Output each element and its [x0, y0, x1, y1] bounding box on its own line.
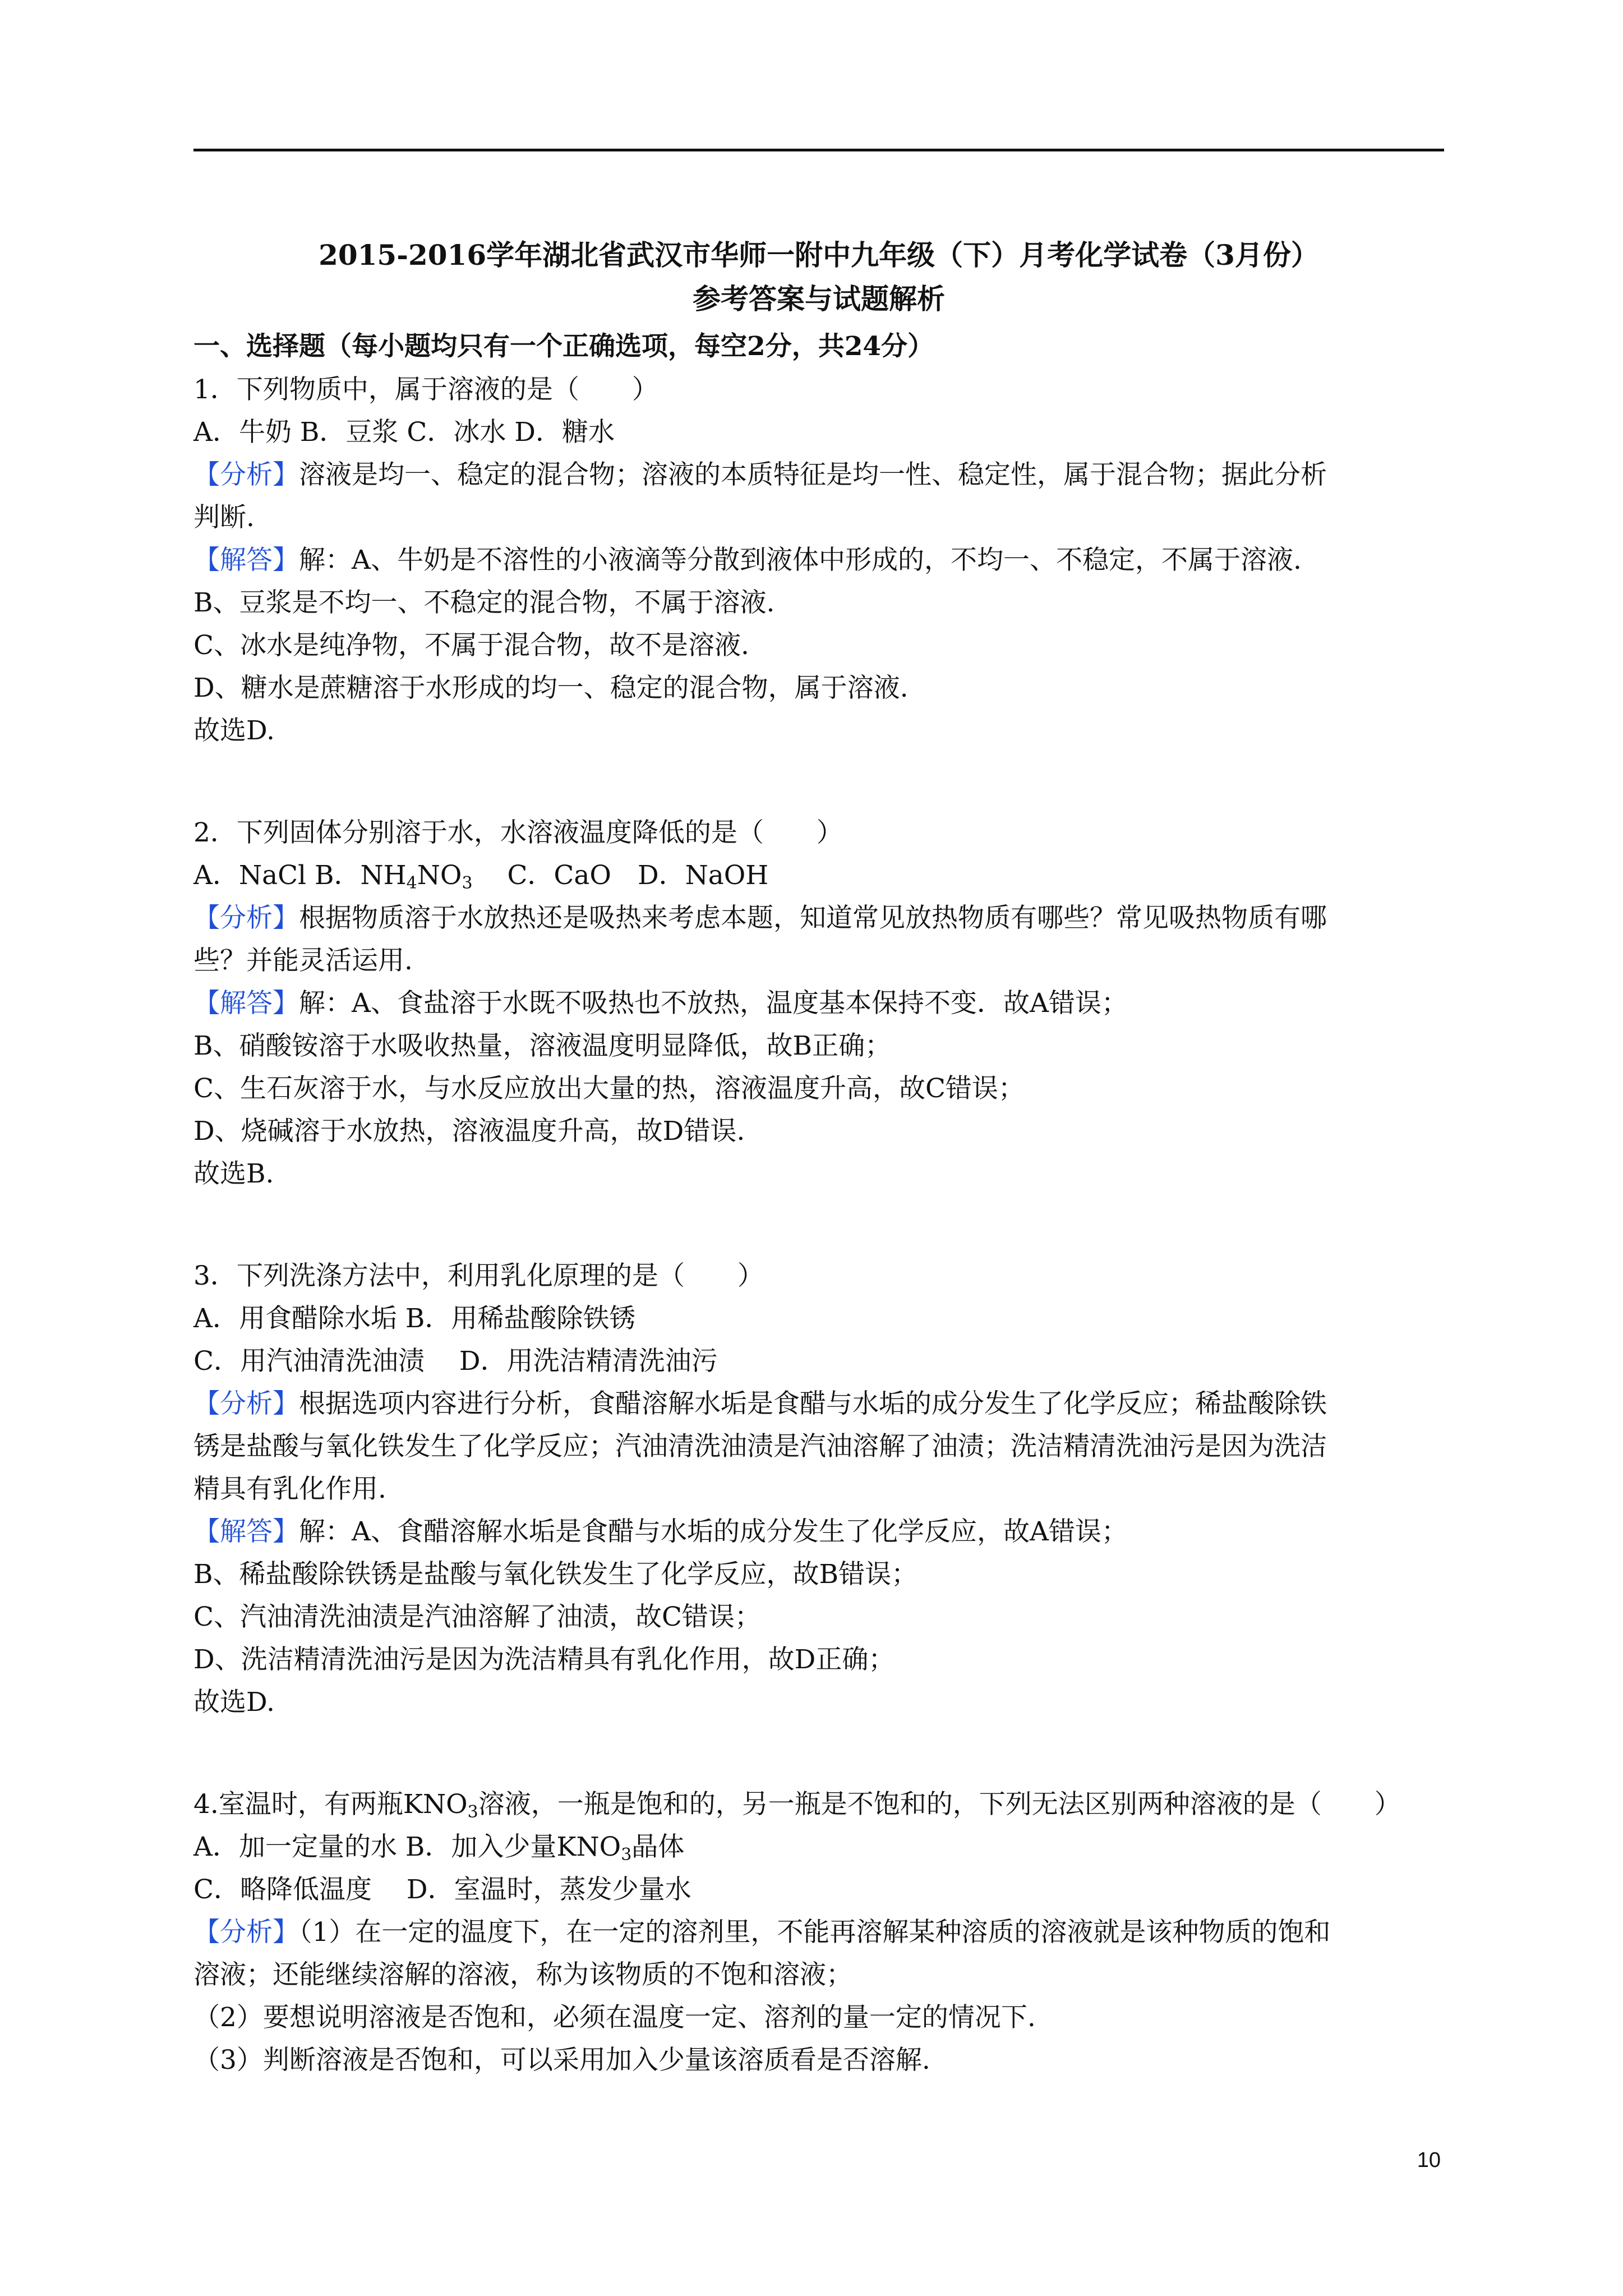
q4-options-2: C．略降低温度 D．室温时，蒸发少量水 [193, 1874, 691, 1905]
header-rule [193, 149, 1444, 151]
q1-options: A．牛奶 B．豆浆 C．冰水 D．糖水 [193, 417, 615, 448]
q1-answer [193, 542, 1302, 579]
q2-analysis [193, 900, 1327, 937]
page-subtitle: 参考答案与试题解析 [693, 282, 945, 315]
q3-answer-d: D、洗洁精清洗油污是因为洗洁精具有乳化作用，故D正确； [193, 1644, 895, 1675]
q3-analysis [193, 1386, 1327, 1423]
q1-answer-b: B、豆浆是不均一、不稳定的混合物，不属于溶液. [193, 587, 775, 618]
page-number: 10 [1417, 2148, 1441, 2172]
answer-tag: 【解答】 [193, 988, 299, 1019]
q3-stem: 3．下列洗涤方法中，利用乳化原理的是（ ） [193, 1260, 764, 1291]
q4-analysis-cont: 溶液；还能继续溶解的溶液，称为该物质的不饱和溶液； [193, 1959, 852, 1990]
q2-answer [193, 985, 1128, 1022]
q2-stem: 2．下列固体分别溶于水，水溶液温度降低的是（ ） [193, 817, 843, 848]
q3-analysis-text: 根据选项内容进行分析，食醋溶解水垢是食醋与水垢的成分发生了化学反应；稀盐酸除铁 [299, 1388, 1327, 1419]
q2-options: A．NaCl B．$NH_4NO_3$ C．CaO D．NaOH [193, 860, 769, 893]
analysis-tag: 【分析】 [193, 1388, 299, 1419]
q4-analysis-point-2: （2）要想说明溶液是否饱和，必须在温度一定、溶剂的量一定的情况下. [193, 2002, 1036, 2033]
q1-answer-c: C、冰水是纯净物，不属于混合物，故不是溶液. [193, 630, 749, 661]
q2-choice: 故选B. [193, 1158, 274, 1189]
q3-analysis-cont-2: 精具有乳化作用. [193, 1474, 386, 1504]
analysis-tag: 【分析】 [193, 459, 299, 490]
q3-choice: 故选D. [193, 1687, 275, 1718]
q2-answer-c: C、生石灰溶于水，与水反应放出大量的热，溶液温度升高，故C错误； [193, 1073, 1025, 1104]
q1-stem: 1．下列物质中，属于溶液的是（ ） [193, 374, 658, 405]
q2-answer-b: B、硝酸铵溶于水吸收热量，溶液温度明显降低，故B正确； [193, 1030, 892, 1061]
analysis-tag: 【分析】 [193, 1917, 299, 1948]
q3-answer-c: C、汽油清洗油渍是汽油溶解了油渍，故C错误； [193, 1602, 761, 1632]
q4-stem: 4.室温时，有两瓶$KNO_3$溶液，一瓶是饱和的，另一瓶是不饱和的，下列无法区别两种溶液的是（ ） [193, 1789, 1401, 1822]
q4-analysis [193, 1914, 1330, 1951]
q4-options-1: A．加一定量的水 B．加入少量$KNO_3$晶体 [193, 1832, 685, 1865]
q1-analysis [193, 457, 1327, 494]
page-title: 2015-2016学年湖北省武汉市华师一附中九年级（下）月考化学试卷（3月份） [319, 238, 1319, 272]
q3-analysis-cont: 锈是盐酸与氧化铁发生了化学反应；汽油清洗油渍是汽油溶解了油渍；洗洁精清洗油污是因为洗洁 [193, 1431, 1327, 1462]
q1-answer-text: 解：A、牛奶是不溶性的小液滴等分散到液体中形成的，不均一、不稳定，不属于溶液. [299, 545, 1302, 576]
q4-analysis-text: （1）在一定的温度下，在一定的溶剂里，不能再溶解某种溶质的溶液就是该种物质的饱和 [299, 1917, 1331, 1948]
q1-answer-d: D、糖水是蔗糖溶于水形成的均一、稳定的混合物，属于溶液. [193, 673, 909, 703]
q3-options-2: C．用汽油清洗油渍 D．用洗洁精清洗油污 [193, 1346, 718, 1377]
q2-analysis-cont: 些？并能灵活运用. [193, 945, 413, 976]
q2-answer-d: D、烧碱溶于水放热，溶液温度升高，故D错误. [193, 1116, 745, 1147]
answer-tag: 【解答】 [193, 1516, 299, 1547]
q3-answer-text: 解：A、食醋溶解水垢是食醋与水垢的成分发生了化学反应，故A错误； [299, 1516, 1128, 1547]
answer-tag: 【解答】 [193, 545, 299, 576]
q2-answer-text: 解：A、食盐溶于水既不吸热也不放热，温度基本保持不变．故A错误； [299, 988, 1128, 1019]
q4-analysis-point-3: （3）判断溶液是否饱和，可以采用加入少量该溶质看是否溶解. [193, 2045, 930, 2076]
section-heading: 一、选择题（每小题均只有一个正确选项，每空2分，共24分） [193, 331, 934, 362]
q1-choice: 故选D. [193, 715, 275, 746]
q2-analysis-text: 根据物质溶于水放热还是吸热来考虑本题，知道常见放热物质有哪些？常见吸热物质有哪 [299, 903, 1327, 933]
q1-analysis-cont: 判断. [193, 502, 255, 533]
analysis-tag: 【分析】 [193, 903, 299, 933]
q3-answer [193, 1513, 1128, 1550]
q3-options-1: A．用食醋除水垢 B．用稀盐酸除铁锈 [193, 1303, 636, 1334]
q1-analysis-text: 溶液是均一、稳定的混合物；溶液的本质特征是均一性、稳定性，属于混合物；据此分析 [299, 459, 1327, 490]
q3-answer-b: B、稀盐酸除铁锈是盐酸与氧化铁发生了化学反应，故B错误； [193, 1559, 918, 1590]
